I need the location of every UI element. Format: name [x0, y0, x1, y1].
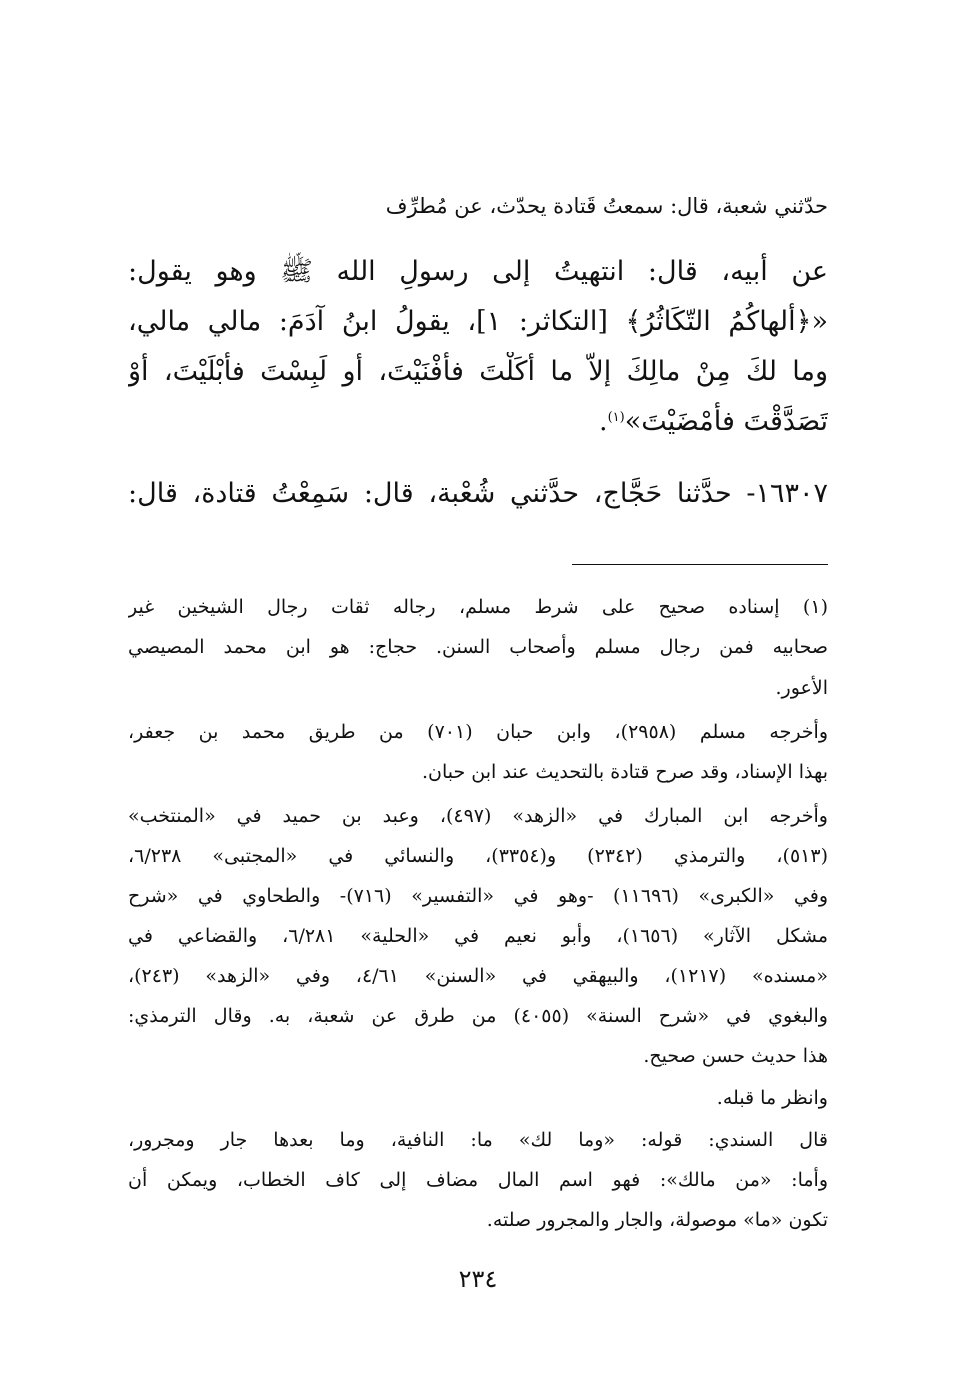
- footnote-line: وانظر ما قبله.: [716, 1087, 828, 1109]
- footnote-line: وأخرجه مسلم (٢٩٥٨)، وابن حبان (٧٠١) من طريق محمد بن جعفر،: [128, 721, 828, 743]
- footnote-line: (١) إسناده صحيح على شرط مسلم، رجاله ثقات رجال الشيخين غير: [128, 596, 828, 618]
- main-text-line-4: وما لكَ مِنْ مالِكَ إلاَّ ما أَكَلْتَ فأَفْنَيْتَ، أو لَبِسْتَ فأبْلَيْتَ، أَوْ: [128, 356, 828, 387]
- hadith-16307-heading: ١٦٣٠٧- حدَّثنا حَجَّاج، حدَّثني شُعْبة، قال: سَمِعْتُ قتادة، قال:: [128, 478, 828, 509]
- main-text-line-2: عن أبيه، قال: انتهيتُ إلى رسولِ الله ﷺ وهو يقول:: [128, 256, 828, 287]
- footnote-line: تكون «ما» موصولة، والجار والمجرور صلته.: [486, 1209, 828, 1231]
- footnote-line: والبغوي في «شرح السنة» (٤٠٥٥) من طرق عن شعبة، به. وقال الترمذي:: [128, 1005, 828, 1027]
- footnote-separator: [572, 564, 828, 565]
- page-number: ٢٣٤: [458, 1265, 498, 1293]
- footnote-line: بهذا الإسناد، وقد صرح قتادة بالتحديث عند ابن حبان.: [421, 761, 828, 783]
- footnote-line: (٥١٣)، والترمذي (٢٣٤٢) و(٣٣٥٤)، والنسائي في «المجتبى» ٦/٢٣٨،: [128, 845, 828, 867]
- main-text-line-1: حدّثني شعبة، قال: سمعتُ قَتادة يحدّث، عن مُطرِّف: [385, 194, 828, 218]
- footnote-reference: (١): [607, 410, 625, 425]
- main-text-line-5-end: .: [598, 406, 608, 437]
- main-text-line-5: [128, 402, 828, 446]
- footnote-line: قال السندي: قوله: «وما لك» ما: النافية، وما بعدها جار ومجرور،: [128, 1129, 828, 1151]
- footnote-line: مشكل الآثار» (١٦٥٦)، وأبو نعيم في «الحلية» ٦/٢٨١، والقضاعي في: [128, 925, 828, 947]
- footnote-line: وفي «الكبرى» (١١٦٩٦) -وهو في «التفسير» (٧١٦)- والطحاوي في «شرح: [128, 885, 828, 907]
- footnote-line: هذا حديث حسن صحيح.: [643, 1045, 828, 1067]
- footnote-line: الأعور.: [775, 677, 828, 699]
- footnote-line: «مسنده» (١٢١٧)، والبيهقي في «السنن» ٤/٦١، وفي «الزهد» (٢٤٣)،: [128, 965, 828, 987]
- footnote-line: وأما: «من مالك»: فهو اسم المال مضاف إلى كاف الخطاب، ويمكن أن: [128, 1169, 828, 1191]
- footnote-line: صحابيه فمن رجال مسلم وأصحاب السنن. حجاج: هو ابن محمد المصيصي: [128, 636, 828, 658]
- footnote-line: وأخرجه ابن المبارك في «الزهد» (٤٩٧)، وعبد بن حميد في «المنتخب»: [128, 805, 828, 827]
- main-text-line-3: «﴿ألهاكُمُ التّكَاثُرُ﴾ [التكاثر: ١]، يقولُ ابنُ آدَمَ: مالي مالي،: [128, 306, 828, 337]
- main-text-line-5-body: تَصَدَّقْتَ فأَمْضَيْتَ»: [624, 406, 828, 437]
